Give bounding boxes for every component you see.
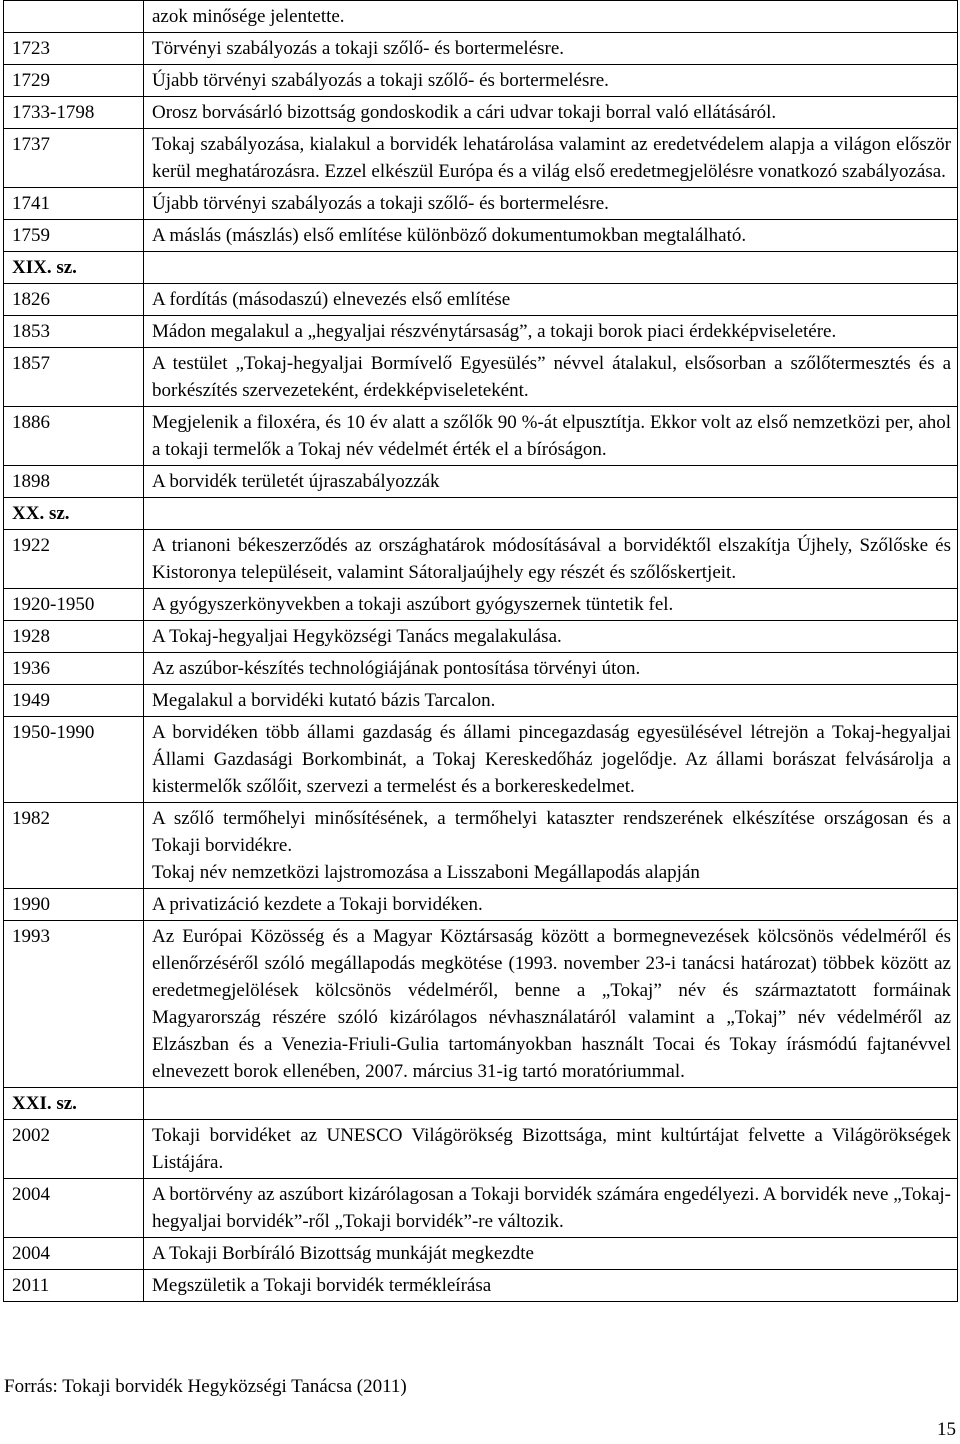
- timeline-row: [4, 803, 958, 889]
- timeline-year: 1857: [4, 348, 144, 407]
- timeline-year: 1922: [4, 530, 144, 589]
- timeline-event: A bortörvény az aszúbort kizárólagosan a Tokaji borvidék számára engedélyezi. A borvidék neve „Tokaj-hegyaljai borvidék”-ről „Tokaji borvidék”-re változik.: [144, 1179, 958, 1238]
- timeline-row: [4, 1238, 958, 1270]
- timeline-year: 1936: [4, 653, 144, 685]
- timeline-row: [4, 921, 958, 1088]
- timeline-row: [4, 316, 958, 348]
- timeline-year: 1993: [4, 921, 144, 1088]
- timeline-row: [4, 589, 958, 621]
- century-heading: XX. sz.: [4, 498, 144, 530]
- timeline-event: Tokaji borvidéket az UNESCO Világörökség Bizottsága, mint kultúrtájat felvette a Világörökségek Listájára.: [144, 1120, 958, 1179]
- timeline-event: Mádon megalakul a „hegyaljai részvénytársaság”, a tokaji borok piaci érdekképviseletére.: [144, 316, 958, 348]
- timeline-year: 1920-1950: [4, 589, 144, 621]
- timeline-year: 1729: [4, 65, 144, 97]
- timeline-row: [4, 1270, 958, 1302]
- timeline-event: Megjelenik a filoxéra, és 10 év alatt a szőlők 90 %-át elpusztítja. Ekkor volt az első nemzetközi per, ahol a tokaji termelők a Tokaj név védelmét érték el a bíróságon.: [144, 407, 958, 466]
- timeline-row: [4, 621, 958, 653]
- timeline-event: Újabb törvényi szabályozás a tokaji szőlő- és bortermelésre.: [144, 188, 958, 220]
- timeline-event: azok minősége jelentette.: [144, 1, 958, 33]
- timeline-row: [4, 717, 958, 803]
- timeline-event: A gyógyszerkönyvekben a tokaji aszúbort gyógyszernek tüntetik fel.: [144, 589, 958, 621]
- timeline-row: [4, 97, 958, 129]
- timeline-row: [4, 1120, 958, 1179]
- timeline-row: [4, 889, 958, 921]
- timeline-event: A privatizáció kezdete a Tokaji borvidéken.: [144, 889, 958, 921]
- timeline-row: [4, 284, 958, 316]
- timeline-table: [3, 0, 958, 1302]
- timeline-year: 1723: [4, 33, 144, 65]
- timeline-row: [4, 348, 958, 407]
- timeline-year: 2004: [4, 1179, 144, 1238]
- timeline-year: 1886: [4, 407, 144, 466]
- source-note: Forrás: Tokaji borvidék Hegyközségi Tanácsa (2011): [4, 1376, 407, 1397]
- timeline-event: Törvényi szabályozás a tokaji szőlő- és bortermelésre.: [144, 33, 958, 65]
- timeline-year: 2002: [4, 1120, 144, 1179]
- timeline-event: A borvidéken több állami gazdaság és állami pincegazdaság egyesülésével létrejön a Tokaj-hegyaljai Állami Gazdasági Borkombinát, a Tokaj Kereskedőház jogelődje. Az állami borászat felvásárolja a kistermelők szőlőit, szervezi a termelést és a borkereskedelmet.: [144, 717, 958, 803]
- century-heading: XXI. sz.: [4, 1088, 144, 1120]
- timeline-year: 1898: [4, 466, 144, 498]
- timeline-event: [144, 803, 958, 889]
- timeline-year: 1759: [4, 220, 144, 252]
- timeline-year: 1826: [4, 284, 144, 316]
- timeline-year: 2004: [4, 1238, 144, 1270]
- timeline-row: [4, 33, 958, 65]
- timeline-event: [144, 252, 958, 284]
- timeline-row: [4, 530, 958, 589]
- timeline-year: [4, 1, 144, 33]
- timeline-year: 1949: [4, 685, 144, 717]
- timeline-row: [4, 653, 958, 685]
- timeline-year: 1950-1990: [4, 717, 144, 803]
- page-number: 15: [937, 1419, 956, 1440]
- timeline-row: [4, 407, 958, 466]
- timeline-row: [4, 220, 958, 252]
- timeline-event: Orosz borvásárló bizottság gondoskodik a cári udvar tokaji borral való ellátásáról.: [144, 97, 958, 129]
- timeline-year: 2011: [4, 1270, 144, 1302]
- timeline-event: A Tokaji Borbíráló Bizottság munkáját megkezdte: [144, 1238, 958, 1270]
- timeline-year: 1928: [4, 621, 144, 653]
- timeline-event: Tokaj szabályozása, kialakul a borvidék lehatárolása valamint az eredetvédelem alapja a világon először kerül meghatározásra. Ezzel elkészül Európa és a világ első eredetmegjelölésre vonatkozó szabályozása.: [144, 129, 958, 188]
- timeline-row: [4, 466, 958, 498]
- timeline-body: [4, 1, 958, 1302]
- timeline-row: [4, 252, 958, 284]
- timeline-event: A máslás (mászlás) első említése különböző dokumentumokban megtalálható.: [144, 220, 958, 252]
- timeline-event-text: A szőlő termőhelyi minősítésének, a termőhelyi kataszter rendszerének elkészítése országosan és a Tokaji borvidékre.: [152, 808, 951, 856]
- timeline-event-text-extra: Tokaj név nemzetközi lajstromozása a Lisszaboni Megállapodás alapján: [152, 862, 700, 883]
- timeline-event: Az aszúbor-készítés technológiájának pontosítása törvényi úton.: [144, 653, 958, 685]
- timeline-row: [4, 65, 958, 97]
- timeline-row: [4, 498, 958, 530]
- timeline-event: A borvidék területét újraszabályozzák: [144, 466, 958, 498]
- timeline-event: A testület „Tokaj-hegyaljai Bormívelő Egyesülés” névvel átalakul, elsősorban a szőlőtermesztés és a borkészítés szervezeteként, érdekképviseleteként.: [144, 348, 958, 407]
- timeline-event: A Tokaj-hegyaljai Hegyközségi Tanács megalakulása.: [144, 621, 958, 653]
- timeline-year: 1741: [4, 188, 144, 220]
- timeline-event: Az Európai Közösség és a Magyar Köztársaság között a bormegnevezések kölcsönös védelméről és ellenőrzéséről szóló megállapodás megkötése (1993. november 23-i tanácsi határozat) többek között az eredetmegjelölések kölcsönös védelméről, benne a „Tokaj” név és származtatott formáinak Magyarország részére szóló kizárólagos névhasználatáról valamint a „Tokaj” név védelméről az Elzászban és a Venezia-Friuli-Gulia tartományokban használt Tocai és Tokay írásmódú fajtanévvel elnevezett borok ellenében, 2007. március 31-ig tartó moratóriummal.: [144, 921, 958, 1088]
- timeline-row: [4, 188, 958, 220]
- timeline-row: [4, 1179, 958, 1238]
- timeline-row: [4, 1088, 958, 1120]
- timeline-row: [4, 685, 958, 717]
- century-heading: XIX. sz.: [4, 252, 144, 284]
- timeline-row: [4, 1, 958, 33]
- timeline-year: 1737: [4, 129, 144, 188]
- timeline-event: Megalakul a borvidéki kutató bázis Tarcalon.: [144, 685, 958, 717]
- timeline-event: A fordítás (másodaszú) elnevezés első említése: [144, 284, 958, 316]
- timeline-row: [4, 129, 958, 188]
- timeline-event: Újabb törvényi szabályozás a tokaji szőlő- és bortermelésre.: [144, 65, 958, 97]
- timeline-event: Megszületik a Tokaji borvidék termékleírása: [144, 1270, 958, 1302]
- timeline-year: 1990: [4, 889, 144, 921]
- timeline-year: 1982: [4, 803, 144, 889]
- timeline-event: [144, 498, 958, 530]
- timeline-year: 1733-1798: [4, 97, 144, 129]
- timeline-event: A trianoni békeszerződés az országhatárok módosításával a borvidéktől elszakítja Újhely, Szőlőske és Kistoronya településeit, valamint Sátoraljaújhely egy részét és szőlőskertjeit.: [144, 530, 958, 589]
- timeline-event: [144, 1088, 958, 1120]
- timeline-year: 1853: [4, 316, 144, 348]
